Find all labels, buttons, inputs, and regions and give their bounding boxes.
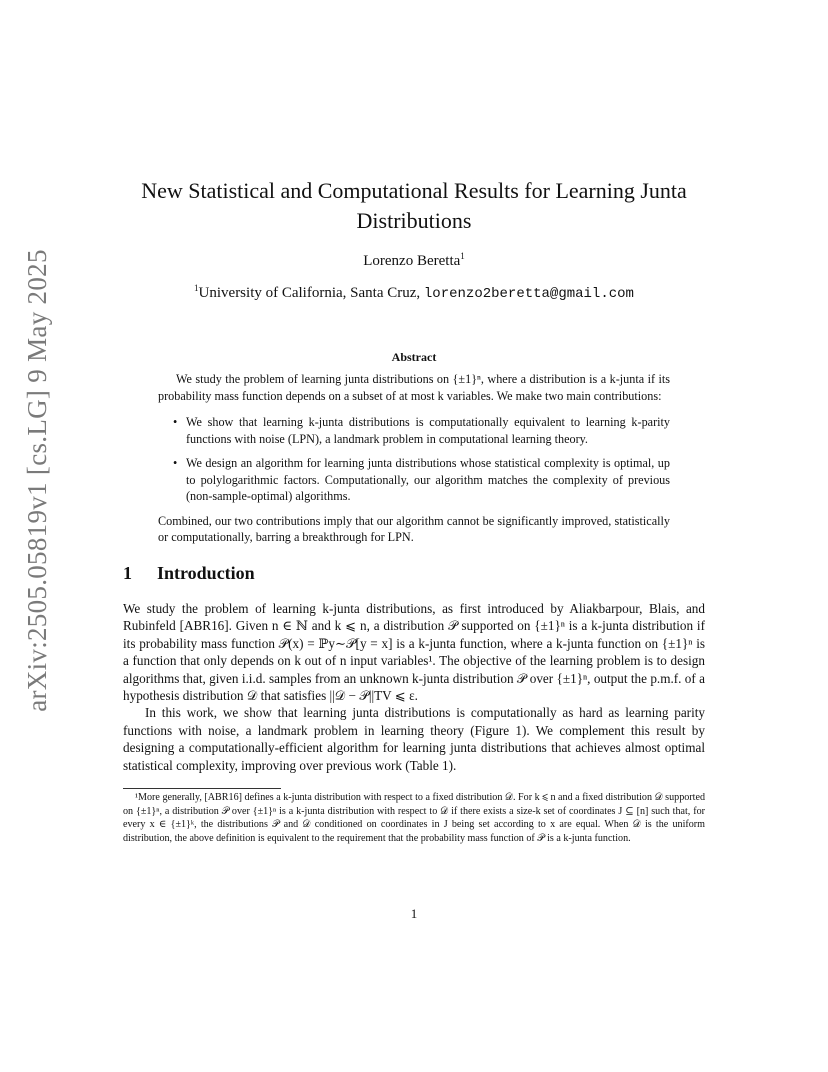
footnote-text: ¹More generally, [ABR16] defines a k-junta distribution with respect to a fixed distribution 𝒟. For k ⩽ n and a fixed distribution 𝒟 supported on {±1}ⁿ, a distribution 𝒫 over {±1}ⁿ is a k-junta distribution with respect to 𝒟 if there exists a size-k set of coordinates J ⊆ [n] such that, for every x ∈ {±1}ᵏ, the distributions 𝒫 and 𝒟 conditioned on coordinates in J being set according to x are equal. When 𝒟 is the uniform distribution, the above definition is equivalent to the requirement that the probability mass function of 𝒫 is a k-junta function.: [123, 792, 705, 844]
contribution-item: • We design an algorithm for learning junta distributions whose statistical complexity is optimal, up to polylogarithmic factors. Computationally, our algorithm matches the complexity of previous (non-sample-optimal) algorithms.: [186, 455, 670, 505]
arxiv-identifier-text: arXiv:2505.05819v1 [cs.LG] 9 May 2025: [21, 248, 52, 712]
author-email: lorenzo2beretta@gmail.com: [423, 286, 634, 302]
footnote: [123, 791, 705, 845]
arxiv-identifier-stamp: [14, 248, 60, 712]
section-title: Introduction: [157, 563, 255, 583]
section-heading: [123, 563, 255, 584]
abstract-intro: We study the problem of learning junta distributions on {±1}ⁿ, where a distribution is a k-junta if its probability mass function depends on a subset of at most k variables. We make two main contributions:: [158, 372, 670, 403]
author-affiliation-mark: 1: [460, 251, 465, 261]
abstract-heading: Abstract: [391, 350, 437, 364]
paper-title: New Statistical and Computational Results for Learning Junta Distributions: [141, 178, 687, 233]
abstract-body: [158, 371, 670, 546]
abstract-closing: Combined, our two contributions imply that our algorithm cannot be significantly improved, statistically or computationally, barring a breakthrough for LPN.: [158, 513, 670, 544]
introduction-body: [123, 600, 705, 774]
author-name: Lorenzo Beretta: [363, 253, 461, 269]
body-paragraph: In this work, we show that learning junta distributions is computationally as hard as learning parity functions with noise, a landmark problem in learning theory (Figure 1). We complement this result by designing a computationally-efficient algorithm for learning junta distributions that achieves almost optimal statistical complexity, improving over previous work (Table 1).: [123, 705, 705, 773]
section-number: 1: [123, 563, 132, 583]
affiliation-institution: University of California, Santa Cruz,: [198, 285, 421, 301]
footnote-rule: [123, 788, 281, 789]
contribution-item: • We show that learning k-junta distributions is computationally equivalent to learning k-parity functions with noise (LPN), a landmark problem in computational learning theory.: [186, 414, 670, 447]
body-paragraph: We study the problem of learning k-junta distributions, as first introduced by Aliakbarpour, Blais, and Rubinfeld [ABR16]. Given n ∈ ℕ and k ⩽ n, a distribution 𝒫 supported on {±1}ⁿ is a k-junta distribution if its probability mass function 𝒫(x) = ℙy∼𝒫[y = x] is a k-junta function, where a k-junta function on {±1}ⁿ is a function that only depends on k out of n input variables¹. The objective of the learning problem is to design algorithms that, given i.i.d. samples from an unknown k-junta distribution 𝒫 over {±1}ⁿ, output the p.m.f. of a hypothesis distribution 𝒟 that satisfies ||𝒟 − 𝒫||TV ⩽ ε.: [123, 601, 705, 704]
contributions-list: [158, 414, 670, 505]
affiliation-mark: 1: [194, 283, 199, 293]
affiliation-line: [0, 285, 828, 302]
page-number: 1: [410, 906, 418, 921]
author-line: [0, 253, 828, 270]
